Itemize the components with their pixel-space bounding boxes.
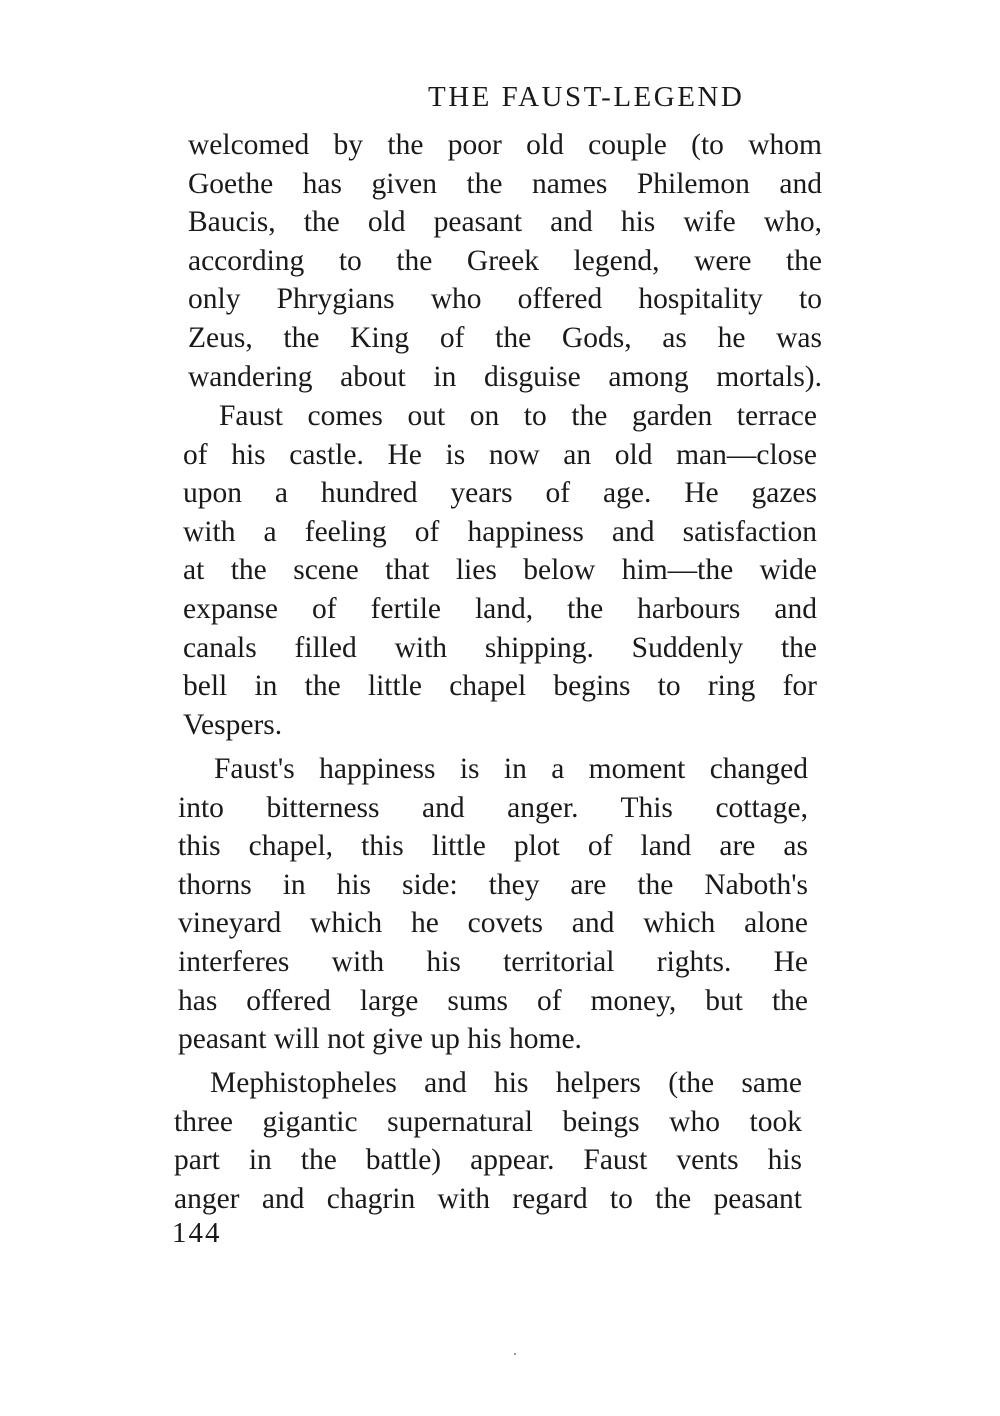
text-line: of his castle. He is now an old man—close: [183, 438, 817, 471]
text-line: Faust comes out on to the garden terrace: [219, 400, 817, 432]
text-line: Faust's happiness is in a moment changed: [214, 753, 808, 785]
text-line: according to the Greek legend, were the: [188, 244, 822, 277]
text-line: three gigantic supernatural beings who took: [174, 1105, 802, 1138]
text-line: anger and chagrin with regard to the peasant: [174, 1182, 802, 1215]
text-line: welcomed by the poor old couple (to whom: [188, 129, 822, 161]
text-line: with a feeling of happiness and satisfaction: [183, 515, 817, 548]
page-number: 144: [172, 1217, 222, 1249]
text-line: into bitterness and anger. This cottage,: [178, 791, 808, 824]
paragraph-2: [183, 397, 817, 744]
paragraph-4: [174, 1064, 802, 1218]
paragraph-1: [188, 126, 822, 396]
text-line: peasant will not give up his home.: [178, 1023, 582, 1056]
text-line: vineyard which he covets and which alone: [178, 907, 808, 940]
text-line: Vespers.: [183, 708, 283, 741]
text-line: has offered large sums of money, but the: [178, 984, 808, 1017]
text-line: bell in the little chapel begins to ring for: [183, 670, 817, 703]
scan-speck: [514, 1353, 516, 1355]
text-line: only Phrygians who offered hospitality to: [188, 283, 822, 316]
running-head: THE FAUST-LEGEND: [428, 81, 745, 113]
text-line: upon a hundred years of age. He gazes: [183, 477, 817, 510]
text-line: canals filled with shipping. Suddenly the: [183, 631, 817, 664]
text-line: thorns in his side: they are the Naboth's: [178, 868, 808, 901]
text-line: Baucis, the old peasant and his wife who,: [188, 206, 822, 239]
text-line: Goethe has given the names Philemon and: [188, 167, 822, 200]
text-line: Zeus, the King of the Gods, as he was: [188, 321, 822, 354]
text-line: this chapel, this little plot of land are as: [178, 830, 808, 863]
paragraph-3: [178, 750, 808, 1059]
text-line: wandering about in disguise among mortals).: [188, 360, 822, 393]
text-line: at the scene that lies below him—the wide: [183, 554, 817, 587]
text-line: Mephistopheles and his helpers (the same: [210, 1067, 802, 1099]
text-line: part in the battle) appear. Faust vents his: [174, 1144, 802, 1177]
text-line: expanse of fertile land, the harbours and: [183, 592, 817, 625]
text-line: interferes with his territorial rights. He: [178, 945, 808, 978]
